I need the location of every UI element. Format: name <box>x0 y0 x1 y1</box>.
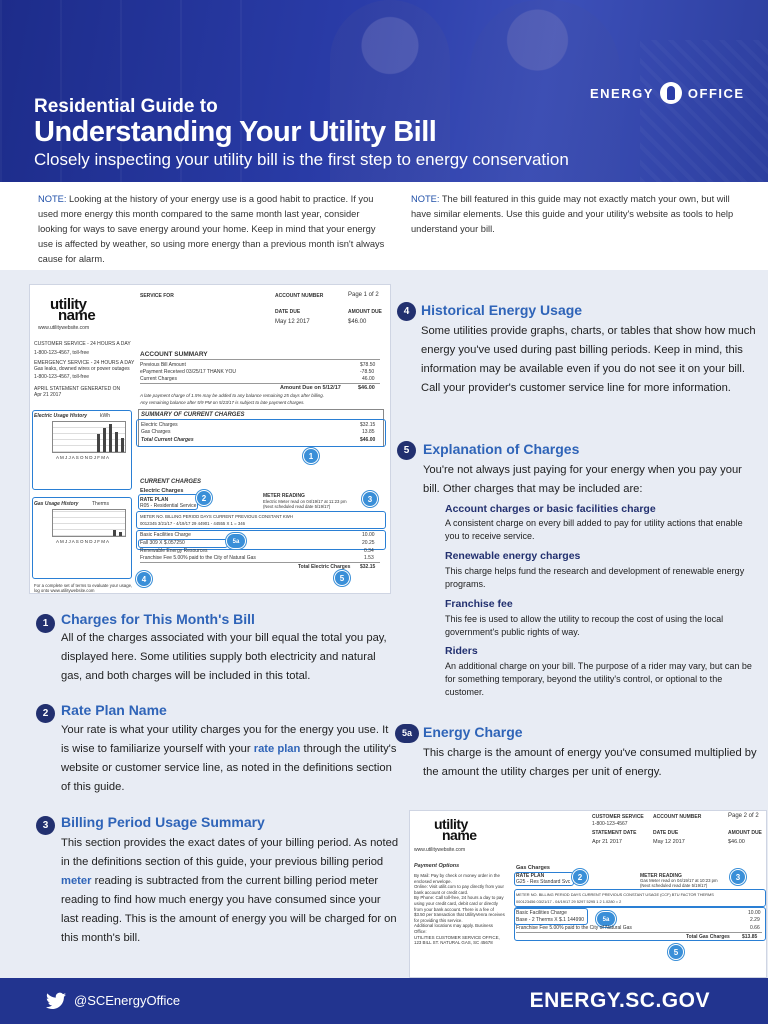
footer-bar <box>0 978 768 1024</box>
amount-due-label: AMOUNT DUE <box>728 830 762 836</box>
current-label: Current Charges <box>140 376 177 382</box>
section-title-charges: Charges for This Month's Bill <box>61 611 255 627</box>
rate-plan-value: R05 - Residential Service <box>140 503 197 509</box>
bill-footnote: log onto www.utilitywebsite.com <box>34 588 95 593</box>
callout-badge-1: 1 <box>303 448 319 464</box>
account-number-label: ACCOUNT NUMBER <box>653 814 702 820</box>
logo-office-text: OFFICE <box>687 85 745 101</box>
meter-reading-note: (Next scheduled read date 5/19/17) <box>263 504 331 509</box>
electric-charges-value: $32.15 <box>360 422 376 428</box>
page-subtitle: Closely inspecting your utility bill is the first step to energy conservation <box>34 150 569 169</box>
body-text: reading is subtracted from the current billing period meter reading to find how much energy you have consumed since your last reading. This is the amount of energy you will be charged for on this month's bill. <box>61 875 397 944</box>
statement-generated-date: Apr 21 2017 <box>34 392 62 398</box>
customer-service-label: CUSTOMER SERVICE - 24 HOURS A DAY <box>34 341 131 347</box>
rate-plan-label: RATE PLAN <box>516 873 545 879</box>
meter-table-row: 000123456 03/21/17 - 04/19/17 29 5297 5295 1 2 1.0280 = 2 <box>516 899 622 904</box>
note-text: Looking at the history of your energy use is a good habit to practice. If you used more energy this month compared to the same month last year, consider looking for ways to save energy around your home. Keep in mind that your energy use is affected by weather, so using more energy than a previous month isn't always cause for alarm. <box>38 194 385 264</box>
meter-reading-label: METER READING <box>263 493 305 499</box>
summary-title: SUMMARY OF CURRENT CHARGES <box>141 412 245 418</box>
emergency-label: EMERGENCY SERVICE - 24 HOURS A DAY <box>34 360 135 366</box>
body-text: Your rate is what your utility charges you for the energy you use. It is wise to familiarize yourself with your <box>61 724 389 755</box>
statement-date-label: STATEMENT DATE <box>592 830 637 836</box>
rate-plan-label: RATE PLAN <box>140 497 169 503</box>
office-text: Additional locations may apply. Business Office: <box>414 923 493 934</box>
amount-due-on-value: $46.00 <box>358 385 375 391</box>
page-indicator: Page 2 of 2 <box>728 813 759 819</box>
total-electric-value: $32.15 <box>360 564 376 570</box>
subsection-title-account: Account charges or basic facilities charge <box>445 503 656 515</box>
total-charges-value: $46.00 <box>360 437 376 443</box>
note-label: NOTE: <box>411 194 440 204</box>
meter-term: meter <box>61 875 92 887</box>
highlight-box-2 <box>138 494 198 510</box>
therms-unit: Therms <box>92 501 109 507</box>
logo-line: name <box>442 827 477 843</box>
online-text: Online: Visit utilit.com to pay directly from your bank account or credit card. <box>414 884 504 895</box>
amount-due-label: AMOUNT DUE <box>348 309 382 315</box>
current-charges-title: CURRENT CHARGES <box>140 479 202 485</box>
prev-bill-label: Previous Bill Amount <box>140 362 186 368</box>
electric-charges-label: Electric Charges <box>141 422 178 428</box>
palmetto-emblem-icon <box>660 82 682 104</box>
section-body-energy-charge: This charge is the amount of energy you've consumed multiplied by the amount the utility charges per unit of energy. <box>423 747 757 778</box>
hero-banner <box>0 0 768 182</box>
renewable-label: Renewable Energy Resources <box>140 548 208 554</box>
kwh-unit: kWh <box>100 413 110 419</box>
total-gas-label: Total Gas Charges <box>686 934 730 940</box>
subsection-body-riders: An additional charge on your bill. The purpose of a rider may vary, but can be for something temporary, beyond the utility's control, or optional to the customer. <box>445 661 752 697</box>
franchise-label: Franchise Fee 5.00% paid to the City of Natural Gas <box>516 925 632 931</box>
total-gas-value: $13.85 <box>742 934 758 940</box>
address-text: UTILITIES CUSTOMER SERVICE OFFICE, 123 BILL ST. NATURAL GAS, SC 45678 <box>414 934 500 946</box>
customer-phone: 1-800-123-4567, toll-free <box>34 350 90 356</box>
current-value: 46.00 <box>362 376 375 382</box>
divider <box>140 383 380 384</box>
amount-due-on-label: Amount Due on 5/12/17 <box>280 385 341 391</box>
callout-badge-5a: 5a <box>226 533 246 549</box>
callout-badge-4: 4 <box>136 571 152 587</box>
utility-logo <box>434 816 477 843</box>
twitter-handle-link[interactable]: @SCEnergyOffice <box>74 993 181 1008</box>
amount-due-value: $46.00 <box>348 319 367 325</box>
base-therms-label: Base - 2 Therms X $.1 144990 <box>516 917 585 923</box>
date-due-label: DATE DUE <box>653 830 679 836</box>
bill-website: www.utilitywebsite.com <box>414 847 466 853</box>
section-number-5a: 5a <box>395 724 419 743</box>
emergency-note: Gas leaks, downed wires or power outages <box>34 366 130 372</box>
section-number-5: 5 <box>397 441 416 460</box>
subsection-body-renewable: This charge helps fund the research and development of renewable energy programs. <box>445 566 745 589</box>
subsection-body-franchise: This fee is used to allow the utility to recoup the cost of using the local government's public rights of way. <box>445 614 724 637</box>
subsection-body-account: A consistent charge on every bill added to pay for utility actions that enable you to receive service. <box>445 518 743 541</box>
date-due-value: May 12 2017 <box>275 319 310 325</box>
highlight-box-4b <box>32 497 132 579</box>
basic-facilities-label: Basic Facilities Charge <box>516 910 567 916</box>
bill-website: www.utilitywebsite.com <box>38 325 90 331</box>
divider <box>140 562 380 563</box>
gas-charges-value: 13.85 <box>362 429 375 435</box>
callout-badge-5a: 5a <box>596 911 616 927</box>
guide-kicker: Residential Guide to <box>34 96 218 117</box>
section-number-1: 1 <box>36 614 55 633</box>
customer-phone: 1-800-123-4567 <box>592 821 628 827</box>
callout-badge-2: 2 <box>572 869 588 885</box>
meter-table-row: 0012345 3/21/17 - 4/19/17 29 44901 - 44555 X 1 = 346 <box>140 521 246 526</box>
note-label: NOTE: <box>38 194 67 204</box>
highlight-box-5 <box>514 907 766 941</box>
late-payment-note: A late payment charge of 1.5% may be added to any balance remaining 25 days after billing. <box>140 393 324 398</box>
divider <box>140 359 380 360</box>
sample-bill-page-1 <box>29 284 391 594</box>
section-body-explanation: You're not always just paying for your energy when you pay your bill. Other charges that may be included are: <box>423 464 742 495</box>
franchise-value: 0.66 <box>750 925 760 931</box>
website-link[interactable]: ENERGY.SC.GOV <box>529 989 710 1012</box>
gas-usage-history-title: Gas Usage History <box>34 501 79 507</box>
body-text: through the utility's website or customer service line, as noted in the definitions section of this guide. <box>61 743 397 793</box>
callout-badge-5: 5 <box>334 570 350 586</box>
meter-reading-label: METER READING <box>640 873 682 879</box>
callout-badge-3: 3 <box>362 491 378 507</box>
rate-plan-term: rate plan <box>253 743 301 755</box>
subsection-title-franchise: Franchise fee <box>445 598 513 610</box>
gas-chart-months: A M J J A S O N D J F M A <box>56 539 110 544</box>
sample-bill-page-2 <box>409 810 767 978</box>
by-phone-text: By Phone: Call toll-free, 24 hours a day to pay using your credit card, debit card or directly from your bank account. There is a fee of $3.50 per transaction that UtilityVenra receives for providing this service. <box>414 895 505 923</box>
section-title-rate-plan: Rate Plan Name <box>61 702 167 718</box>
usage-calc-label: Fall 309 X $.057250 <box>140 540 185 546</box>
service-for-label: SERVICE FOR <box>140 293 174 299</box>
by-mail-text: By Mail: Pay by check or money order in the enclosed envelope. <box>414 873 500 884</box>
basic-facilities-value: 10.00 <box>362 532 375 538</box>
date-due-value: May 12 2017 <box>653 839 685 845</box>
customer-service-label: CUSTOMER SERVICE <box>592 814 644 820</box>
body-text: This section provides the exact dates of your billing period. As noted in the definitions section of this guide, your previous billing period <box>61 837 399 868</box>
account-number-label: ACCOUNT NUMBER <box>275 293 324 299</box>
total-electric-label: Total Electric Charges <box>298 564 351 570</box>
electric-charges-title: Electric Charges <box>140 488 184 494</box>
section-title-explanation: Explanation of Charges <box>423 441 580 457</box>
logo-line: utility <box>434 816 468 832</box>
callout-badge-3: 3 <box>730 869 746 885</box>
callout-badge-5: 5 <box>668 944 684 960</box>
notes-panel <box>0 182 768 270</box>
meter-table-header: METER NO. BILLING PERIOD DAYS CURRENT PREVIOUS CONSTANT KWH <box>140 514 293 519</box>
franchise-value: 1.53 <box>364 555 374 561</box>
bill-footnote: For a complete set of terms to evaluate your usage, <box>34 583 133 588</box>
twitter-icon[interactable] <box>46 992 66 1010</box>
date-due-label: DATE DUE <box>275 309 301 315</box>
base-therms-value: 2.29 <box>750 917 760 923</box>
prev-bill-value: $78.50 <box>360 362 376 368</box>
meter-reading-note: (Next scheduled read date 5/19/17) <box>640 883 708 888</box>
electric-usage-history-title: Electric Usage History <box>34 413 88 419</box>
late-payment-note: Any remaining balance after 5/9 PM on 5/23/17 is subject to late payment charges. <box>140 400 305 405</box>
logo-line: name <box>58 307 96 324</box>
section-number-3: 3 <box>36 816 55 835</box>
logo-energy-text: ENERGY <box>590 85 654 101</box>
energy-office-logo[interactable] <box>590 82 745 104</box>
meter-reading-note: Electric Meter read on 04/19/17 at 11:23 pm <box>263 499 347 504</box>
statement-generated-label: APRIL STATEMENT GENERATED ON <box>34 386 121 392</box>
section-number-2: 2 <box>36 704 55 723</box>
payment-options-title: Payment Options <box>414 863 460 869</box>
amount-due-value: $46.00 <box>728 839 745 845</box>
note-disclaimer <box>411 192 751 237</box>
payment-options-text <box>414 873 506 946</box>
utility-logo <box>50 296 96 324</box>
account-summary-title: ACCOUNT SUMMARY <box>140 351 208 358</box>
section-body-charges: All of the charges associated with your bill equal the total you pay, displayed here. Some utilities supply both electricity and natural gas, and both charges will be included in this total. <box>61 632 387 682</box>
meter-reading-note: Gas Meter read on 04/19/17 at 10:23 pm <box>640 878 718 883</box>
section-number-4: 4 <box>397 302 416 321</box>
renewable-value: 0.34 <box>364 548 374 554</box>
payment-value: -78.50 <box>360 369 375 375</box>
franchise-label: Franchise Fee 5.00% paid to the City of Natural Gas <box>140 555 256 561</box>
subsection-title-riders: Riders <box>445 645 478 657</box>
gas-charges-label: Gas Charges <box>141 429 171 435</box>
meter-table-header: METER NO. BILLING PERIOD DAYS CURRENT PREVIOUS CONSTANT USAGE (CCF) BTU FACTOR THERMS <box>516 892 714 897</box>
page-title: Understanding Your Utility Bill <box>34 116 437 148</box>
highlight-box-1 <box>136 419 386 447</box>
usage-calc-value: 20.25 <box>362 540 375 546</box>
section-body-billing-period <box>61 834 399 948</box>
section-body-rate-plan <box>61 721 399 797</box>
electric-chart-months: A M J J A S O N D J F M A <box>56 455 110 460</box>
section-title-energy-charge: Energy Charge <box>423 724 523 740</box>
plaid-shirt-photo <box>640 40 768 182</box>
payment-label: ePayment Received 03/25/17 THANK YOU <box>140 369 236 375</box>
highlight-box-4 <box>32 410 132 490</box>
basic-facilities-value: 10.00 <box>748 910 761 916</box>
statement-date-value: Apr 21 2017 <box>592 839 622 845</box>
total-charges-label: Total Current Charges <box>141 437 194 443</box>
logo-line: utility <box>50 296 87 313</box>
basic-facilities-label: Basic Facilities Charge <box>140 532 191 538</box>
section-body-history: Some utilities provide graphs, charts, or tables that show how much energy you've used during past billing periods. Keep in mind, this information may be available even if you do not see it on your bill. Call your provider's customer service line for more information. <box>421 325 756 394</box>
page-indicator: Page 1 of 2 <box>348 292 379 298</box>
note-text: The bill featured in this guide may not exactly match your own, but will have similar elements. Use this guide and your utility's website as tools to help understand your bill. <box>411 194 734 234</box>
emergency-phone: 1-800-123-4567, toll-free <box>34 374 90 380</box>
callout-badge-2: 2 <box>196 490 212 506</box>
rate-plan-value: G25 - Res Standard Svc <box>516 879 571 885</box>
section-title-history: Historical Energy Usage <box>421 302 583 318</box>
section-title-billing-period: Billing Period Usage Summary <box>61 814 265 830</box>
note-history <box>38 192 388 267</box>
gas-charges-title: Gas Charges <box>516 865 550 871</box>
subsection-title-renewable: Renewable energy charges <box>445 550 581 562</box>
